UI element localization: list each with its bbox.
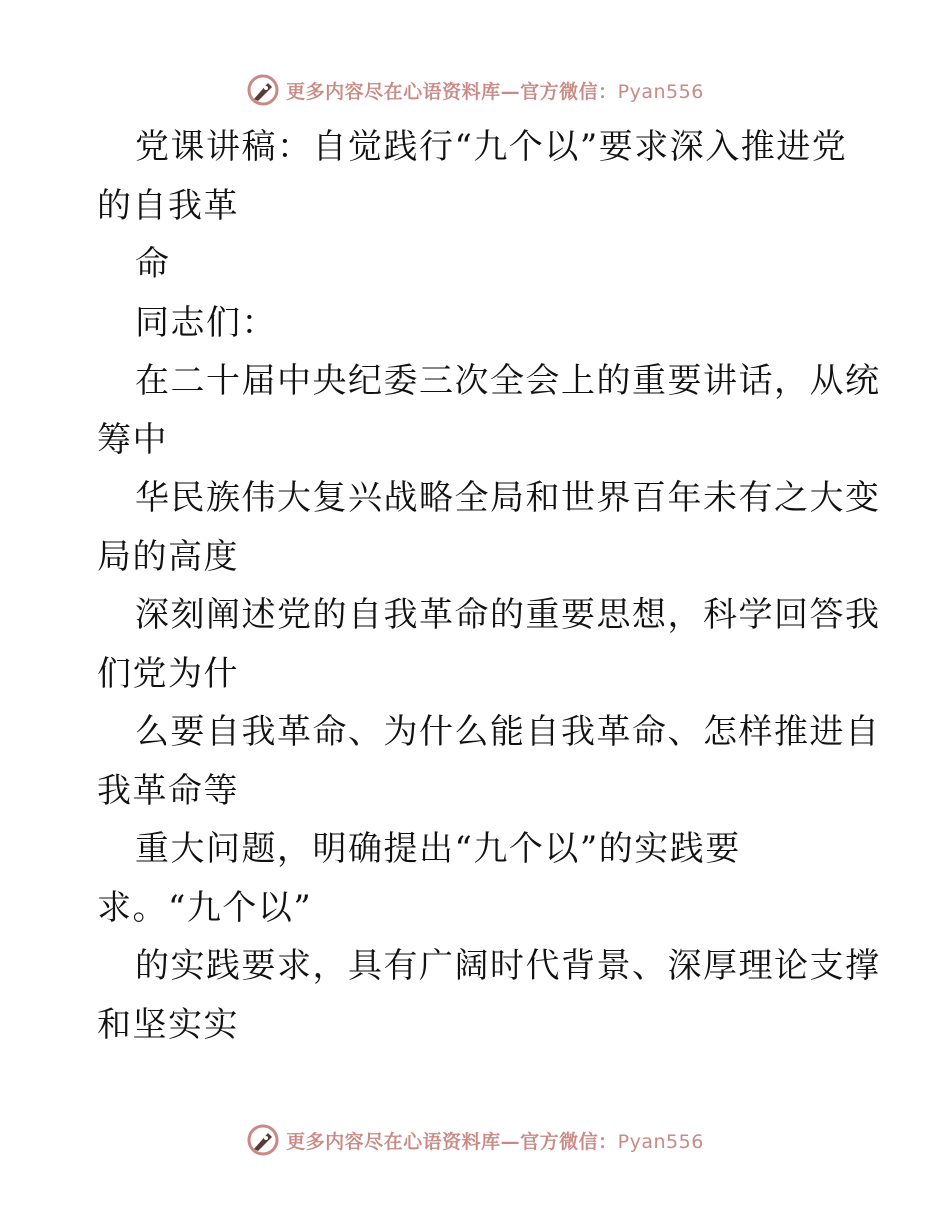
watermark-account: Pyan556 xyxy=(617,80,704,103)
document-body xyxy=(97,118,881,1054)
text-line: 的实践要求，具有广阔时代背景、深厚理论支撑 xyxy=(135,946,881,986)
watermark-text xyxy=(286,1127,704,1154)
watermark-account: Pyan556 xyxy=(617,1130,704,1153)
text-line: 在二十届中央纪委三次全会上的重要讲话，从统 xyxy=(135,361,881,401)
text-line: 们党为什 xyxy=(97,653,239,694)
text-line: 党课讲稿：自觉践行“九个以”要求深入推进党 xyxy=(135,127,848,167)
text-line: 华民族伟大复兴战略全局和世界百年未有之大变 xyxy=(135,478,881,518)
watermark-text xyxy=(286,77,704,104)
text-line: 重大问题，明确提出“九个以”的实践要 xyxy=(135,829,741,869)
header-watermark xyxy=(0,72,950,108)
watermark-label: 更多内容尽在心语资料库—官方微信： xyxy=(286,1130,618,1153)
text-line: 筹中 xyxy=(97,419,168,460)
text-line: 深刻阐述党的自我革命的重要思想，科学回答我 xyxy=(135,595,881,635)
text-line: 局的高度 xyxy=(97,536,239,577)
footer-watermark xyxy=(0,1122,950,1158)
text-line: 么要自我革命、为什么能自我革命、怎样推进自 xyxy=(135,712,881,752)
text-line: 的自我革 xyxy=(97,185,239,226)
text-line: 求。“九个以” xyxy=(97,887,313,928)
text-line: 和坚实实 xyxy=(97,1004,239,1045)
text-line: 命 xyxy=(135,244,171,284)
watermark-label: 更多内容尽在心语资料库—官方微信： xyxy=(286,80,618,103)
pen-nib-logo-icon xyxy=(246,73,280,107)
text-line: 我革命等 xyxy=(97,770,239,811)
pen-nib-logo-icon xyxy=(246,1123,280,1157)
text-line: 同志们： xyxy=(135,302,277,343)
